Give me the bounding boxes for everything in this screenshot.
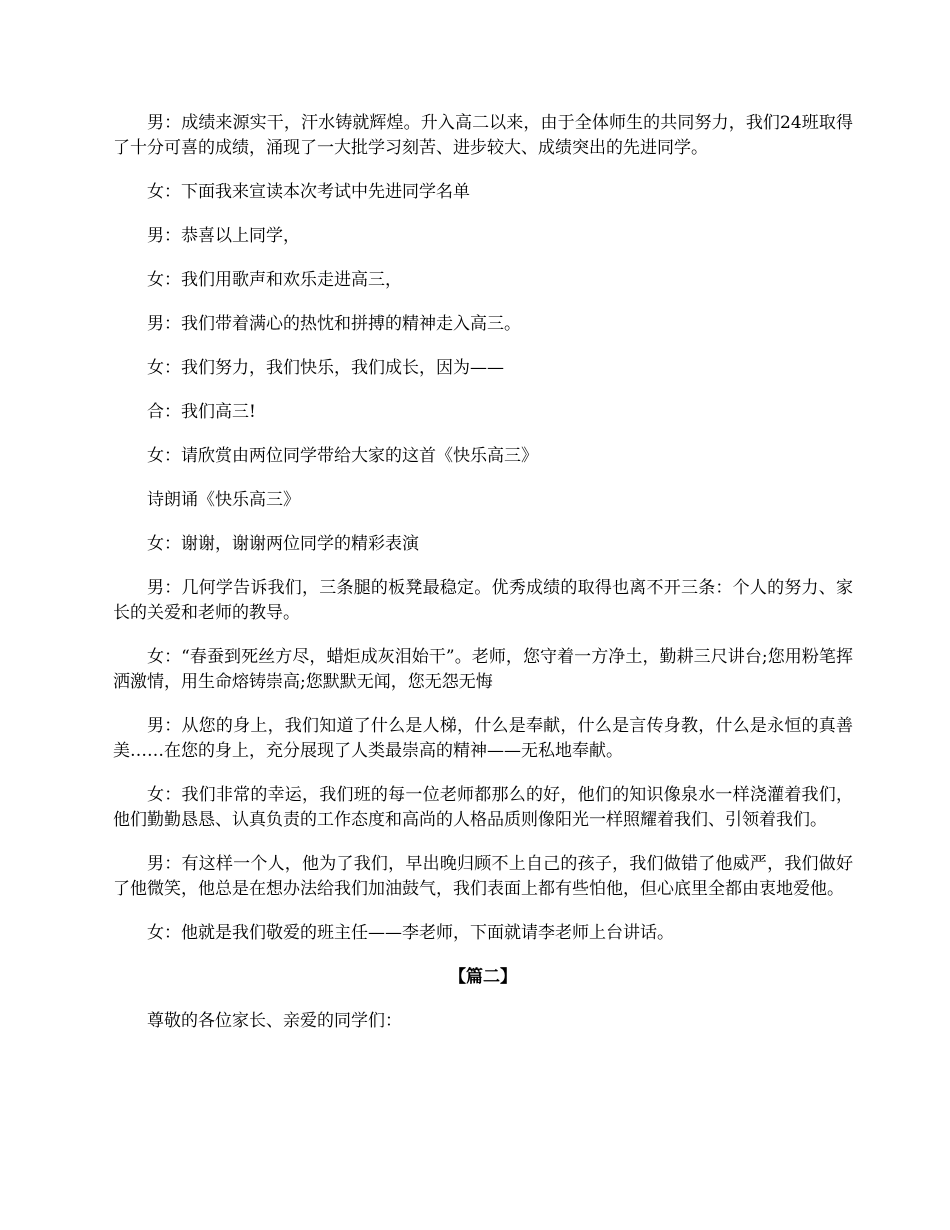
paragraph-6: 女：我们努力，我们快乐，我们成长，因为—— xyxy=(147,358,504,378)
paragraph-2: 女：下面我来宣读本次考试中先进同学名单 xyxy=(147,182,470,202)
paragraph-11: 男：几何学告诉我们，三条腿的板凳最稳定。优秀成绩的取得也离不开三条：个人的努力、家长的关爱和老师的教导。 xyxy=(113,578,853,623)
paragraph-5: 男：我们带着满心的热忱和拼搏的精神走入高三。 xyxy=(147,314,521,334)
paragraph-10: 女：谢谢，谢谢两位同学的精彩表演 xyxy=(147,534,419,554)
paragraph-15: 男：有这样一个人，他为了我们，早出晚归顾不上自己的孩子，我们做错了他威严，我们做好了他微笑，他总是在想办法给我们加油鼓气，我们表面上都有些怕他，但心底里全都由衷地爱他。 xyxy=(113,854,853,899)
paragraph-17: 尊敬的各位家长、亲爱的同学们： xyxy=(147,1011,402,1031)
paragraph-13: 男：从您的身上，我们知道了什么是人梯，什么是奉献，什么是言传身教，什么是永恒的真善美……在您的身上，充分展现了人类最崇高的精神——无私地奉献。 xyxy=(113,716,853,761)
section-heading: 【篇二】 xyxy=(449,967,517,987)
paragraph-9: 诗朗诵《快乐高三》 xyxy=(147,490,300,510)
paragraph-3: 男：恭喜以上同学， xyxy=(147,226,300,246)
document-body xyxy=(113,111,853,1053)
paragraph-12: 女：“春蚕到死丝方尽，蜡炬成灰泪始干”。老师，您守着一方净土，勤耕三尺讲台;您用粉笔挥洒激情，用生命熔铸崇高;您默默无闻，您无怨无悔 xyxy=(113,647,853,692)
paragraph-1: 男：成绩来源实干，汗水铸就辉煌。升入高二以来，由于全体师生的共同努力，我们24班取得了十分可喜的成绩，涌现了一大批学习刻苦、进步较大、成绩突出的先进同学。 xyxy=(113,113,853,158)
paragraph-7: 合：我们高三! xyxy=(147,402,256,422)
paragraph-4: 女：我们用歌声和欢乐走进高三， xyxy=(147,270,402,290)
paragraph-14: 女：我们非常的幸运，我们班的每一位老师都那么的好，他们的知识像泉水一样浇灌着我们，他们勤勤恳恳、认真负责的工作态度和高尚的人格品质则像阳光一样照耀着我们、引领着我们。 xyxy=(113,785,853,830)
paragraph-16: 女：他就是我们敬爱的班主任——李老师，下面就请李老师上台讲话。 xyxy=(147,923,674,943)
paragraph-8: 女：请欣赏由两位同学带给大家的这首《快乐高三》 xyxy=(147,446,538,466)
